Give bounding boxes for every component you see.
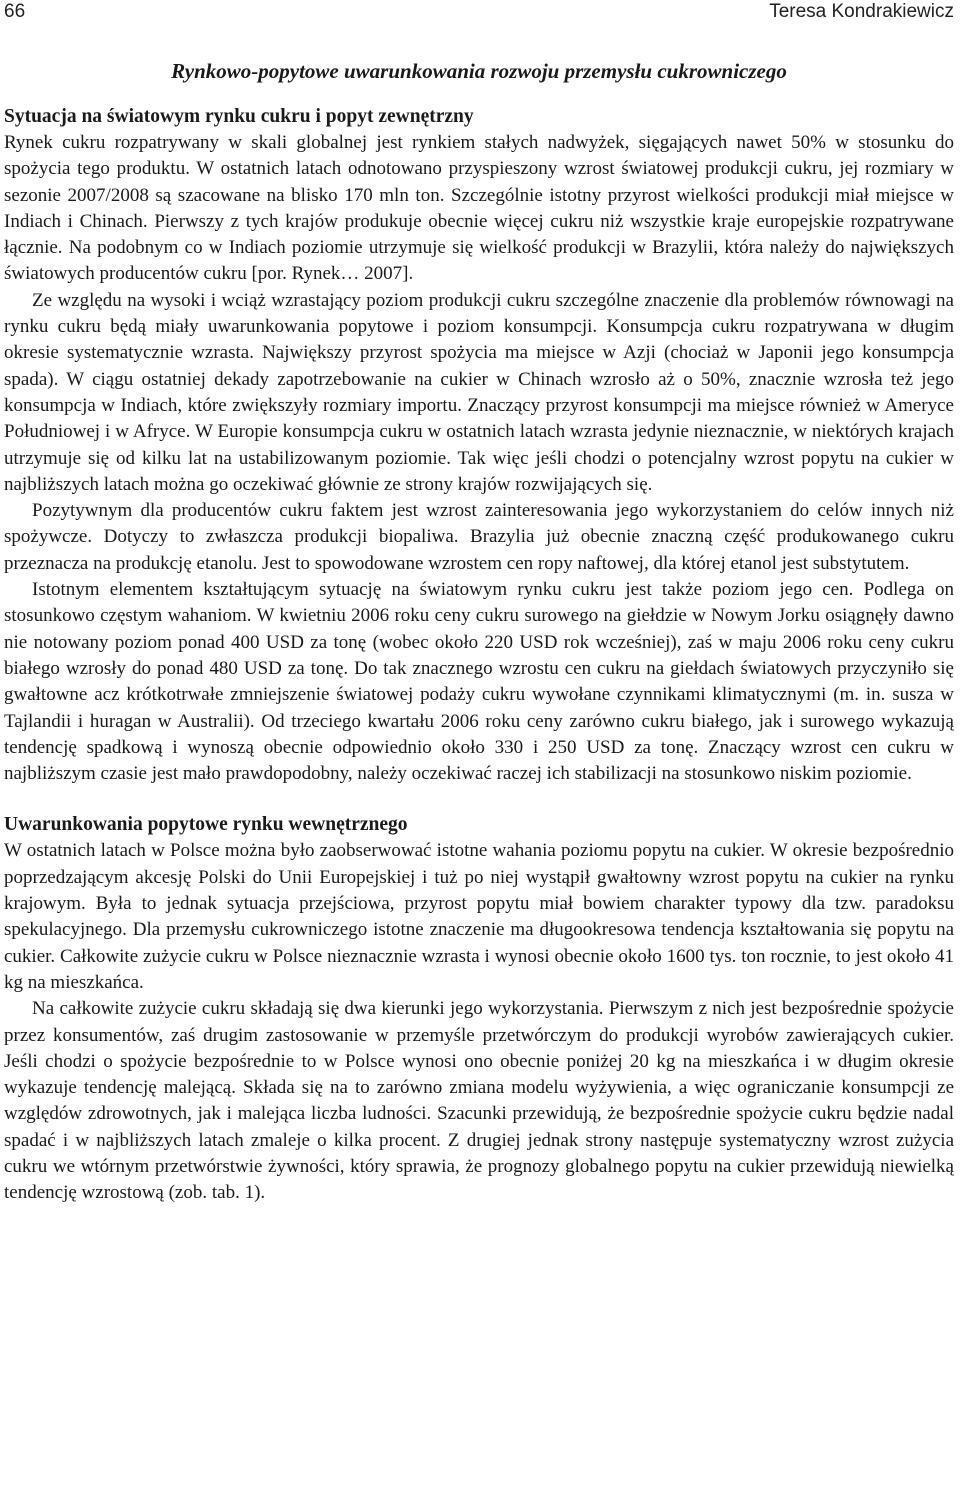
section-heading-domestic-market: Uwarunkowania popytowe rynku wewnętrznego	[4, 814, 408, 836]
paragraph: Na całkowite zużycie cukru składają się dwa kierunki jego wykorzystania. Pierwszym z nich jest bezpośrednie spożycie przez konsumentów, zaś drugim zastosowanie w przemyśle przetwórczym do produkcji wyrobów zawierających cukier. Jeśli chodzi o spożycie bezpośrednie to w Polsce wynosi ono obecnie poniżej 20 kg na mieszkańca i w długim okresie wykazuje tendencję malejącą. Składa się na to zarówno zmiana modelu wyżywienia, a więc ograniczanie konsumpcji ze względów zdrowotnych, jak i malejąca liczba ludności. Szacunki przewidują, że bezpośrednie spożycie cukru będzie nadal spadać i w najbliższych latach zmaleje o kilka procent. Z drugiej jednak strony następuje systematyczny wzrost zużycia cukru we wtórnym przetwórstwie żywności, który sprawia, że prognozy globalnego popytu na cukier przewidują niewielką tendencję wzrostową (zob. tab. 1).	[4, 998, 954, 1204]
running-header-author: Teresa Kondrakiewicz	[769, 1, 954, 22]
page-number: 66	[4, 1, 26, 22]
paragraph: W ostatnich latach w Polsce można było zaobserwować istotne wahania poziomu popytu na cukier. W okresie bezpośrednio poprzedzającym akcesję Polski do Unii Europejskiej i tuż po niej wystąpił gwałtowny wzrost popytu na cukier na rynku krajowym. Była to jednak sytuacja przejściowa, przyrost popytu miał bowiem charakter typowy dla tzw. paradoksu spekulacyjnego. Dla przemysłu cukrowniczego istotne znaczenie ma długookresowa tendencja kształtowania się popytu na cukier. Całkowite zużycie cukru w Polsce nieznacznie wzrasta i wynosi obecnie około 1600 tys. ton rocznie, to jest około 41 kg na mieszkańca.	[4, 840, 954, 993]
paragraph: Pozytywnym dla producentów cukru faktem jest wzrost zainteresowania jego wykorzystaniem do celów innych niż spożywcze. Dotyczy to zwłaszcza produkcji biopaliwa. Brazylia już obecnie znaczną część produkowanego cukru przeznacza na produkcję etanolu. Jest to spowodowane wzrostem cen ropy naftowej, dla której etanol jest substytutem.	[4, 500, 954, 574]
running-header	[4, 0, 954, 24]
paragraph: Rynek cukru rozpatrywany w skali globalnej jest rynkiem stałych nadwyżek, sięgających nawet 50% w stosunku do spożycia tego produktu. W ostatnich latach odnotowano przyspieszony wzrost światowej produkcji cukru, jej rozmiary w sezonie 2007/2008 są szacowane na blisko 170 mln ton. Szczególnie istotny przyrost wielkości produkcji miał miejsce w Indiach i Chinach. Pierwszy z tych krajów produkuje obecnie więcej cukru niż wszystkie kraje europejskie rozpatrywane łącznie. Na podobnym co w Indiach poziomie utrzymuje się wielkość produkcji w Brazylii, która należy do największych światowych producentów cukru [por. Rynek… 2007].	[4, 132, 954, 285]
section-heading-world-market: Sytuacja na światowym rynku cukru i popyt zewnętrzny	[4, 106, 474, 127]
paragraph: Istotnym elementem kształtującym sytuację na światowym rynku cukru jest także poziom jego cen. Podlega on stosunkowo częstym wahaniom. W kwietniu 2006 roku ceny cukru surowego na giełdzie w Nowym Jorku osiągnęły dawno nie notowany poziom ponad 400 USD za tonę (wobec około 220 USD rok wcześniej), zaś w maju 2006 roku ceny cukru białego wzrosły do ponad 480 USD za tonę. Do tak znacznego wzrostu cen cukru na giełdach światowych przyczyniło się gwałtowne acz krótkotrwałe zmniejszenie światowej podaży cukru wywołane czynnikami klimatycznymi (m. in. susza w Tajlandii i huragan w Australii). Od trzeciego kwartału 2006 roku ceny zarówno cukru białego, jak i surowego wykazują tendencję spadkową i wynoszą obecnie odpowiednio około 330 i 250 USD za tonę. Znaczący wzrost cen cukru w najbliższym czasie jest mało prawdopodobny, należy oczekiwać raczej ich stabilizacji na stosunkowo niskim poziomie.	[4, 579, 954, 785]
main-content	[4, 56, 954, 1207]
chapter-title: Rynkowo-popytowe uwarunkowania rozwoju przemysłu cukrowniczego	[171, 59, 787, 83]
paragraph: Ze względu na wysoki i wciąż wzrastający poziom produkcji cukru szczególne znaczenie dla problemów równowagi na rynku cukru będą miały uwarunkowania popytowe i poziom konsumpcji. Konsumpcja cukru rozpatrywana w długim okresie systematycznie wzrasta. Największy przyrost spożycia ma miejsce w Azji (chociaż w Japonii jego konsumpcja spada). W ciągu ostatniej dekady zapotrzebowanie na cukier w Chinach wzrosło aż o 50%, znacznie wzrosła też jego konsumpcja w Indiach, które zwiększyły rozmiary importu. Znaczący przyrost konsumpcji ma miejsce również w Ameryce Południowej i w Afryce. W Europie konsumpcja cukru w ostatnich latach wzrasta jedynie nieznacznie, w niektórych krajach utrzymuje się od kilku lat na ustabilizowanym poziomie. Tak więc jeśli chodzi o potencjalny wzrost popytu na cukier w najbliższych latach można go oczekiwać głównie ze strony krajów rozwijających się.	[4, 289, 954, 495]
